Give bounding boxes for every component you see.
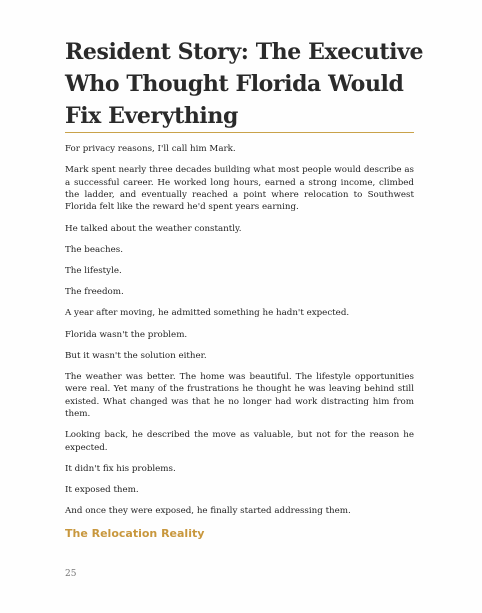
page-number: 25 [65, 569, 77, 579]
paragraph: Mark spent nearly three decades building what most people would describe as a successful career. He worked long hours, earned a strong income, climbed the ladder, and eventually reached a point where relocation to Southwest Florida felt like the reward he'd spent years earning. [65, 165, 414, 213]
paragraph: The freedom. [65, 287, 124, 298]
paragraph: He talked about the weather constantly. [65, 223, 242, 234]
paragraph: A year after moving, he admitted something he hadn't expected. [65, 308, 350, 319]
paragraph: The beaches. [65, 244, 123, 255]
paragraph: And once they were exposed, he finally started addressing them. [65, 506, 351, 517]
paragraph: The weather was better. The home was beautiful. The lifestyle opportunities were real. Yet many of the frustrations he thought he was leaving behind still existed. What changed was that he no longer had work distracting him from them. [65, 372, 414, 420]
paragraph: It didn't fix his problems. [65, 464, 176, 475]
paragraph: Florida wasn't the problem. [65, 329, 188, 340]
section-subheading: The Relocation Reality [65, 527, 205, 540]
page-title: Resident Story: The Executive Who Thought Florida Would Fix Everything [65, 39, 424, 129]
paragraph: But it wasn't the solution either. [65, 350, 207, 361]
body-text [65, 143, 414, 527]
paragraph: The lifestyle. [65, 266, 122, 277]
paragraph: For privacy reasons, I'll call him Mark. [65, 144, 236, 154]
paragraph: It exposed them. [65, 485, 139, 496]
paragraph: Looking back, he described the move as valuable, but not for the reason he expected. [65, 430, 414, 453]
title-divider [65, 132, 414, 133]
